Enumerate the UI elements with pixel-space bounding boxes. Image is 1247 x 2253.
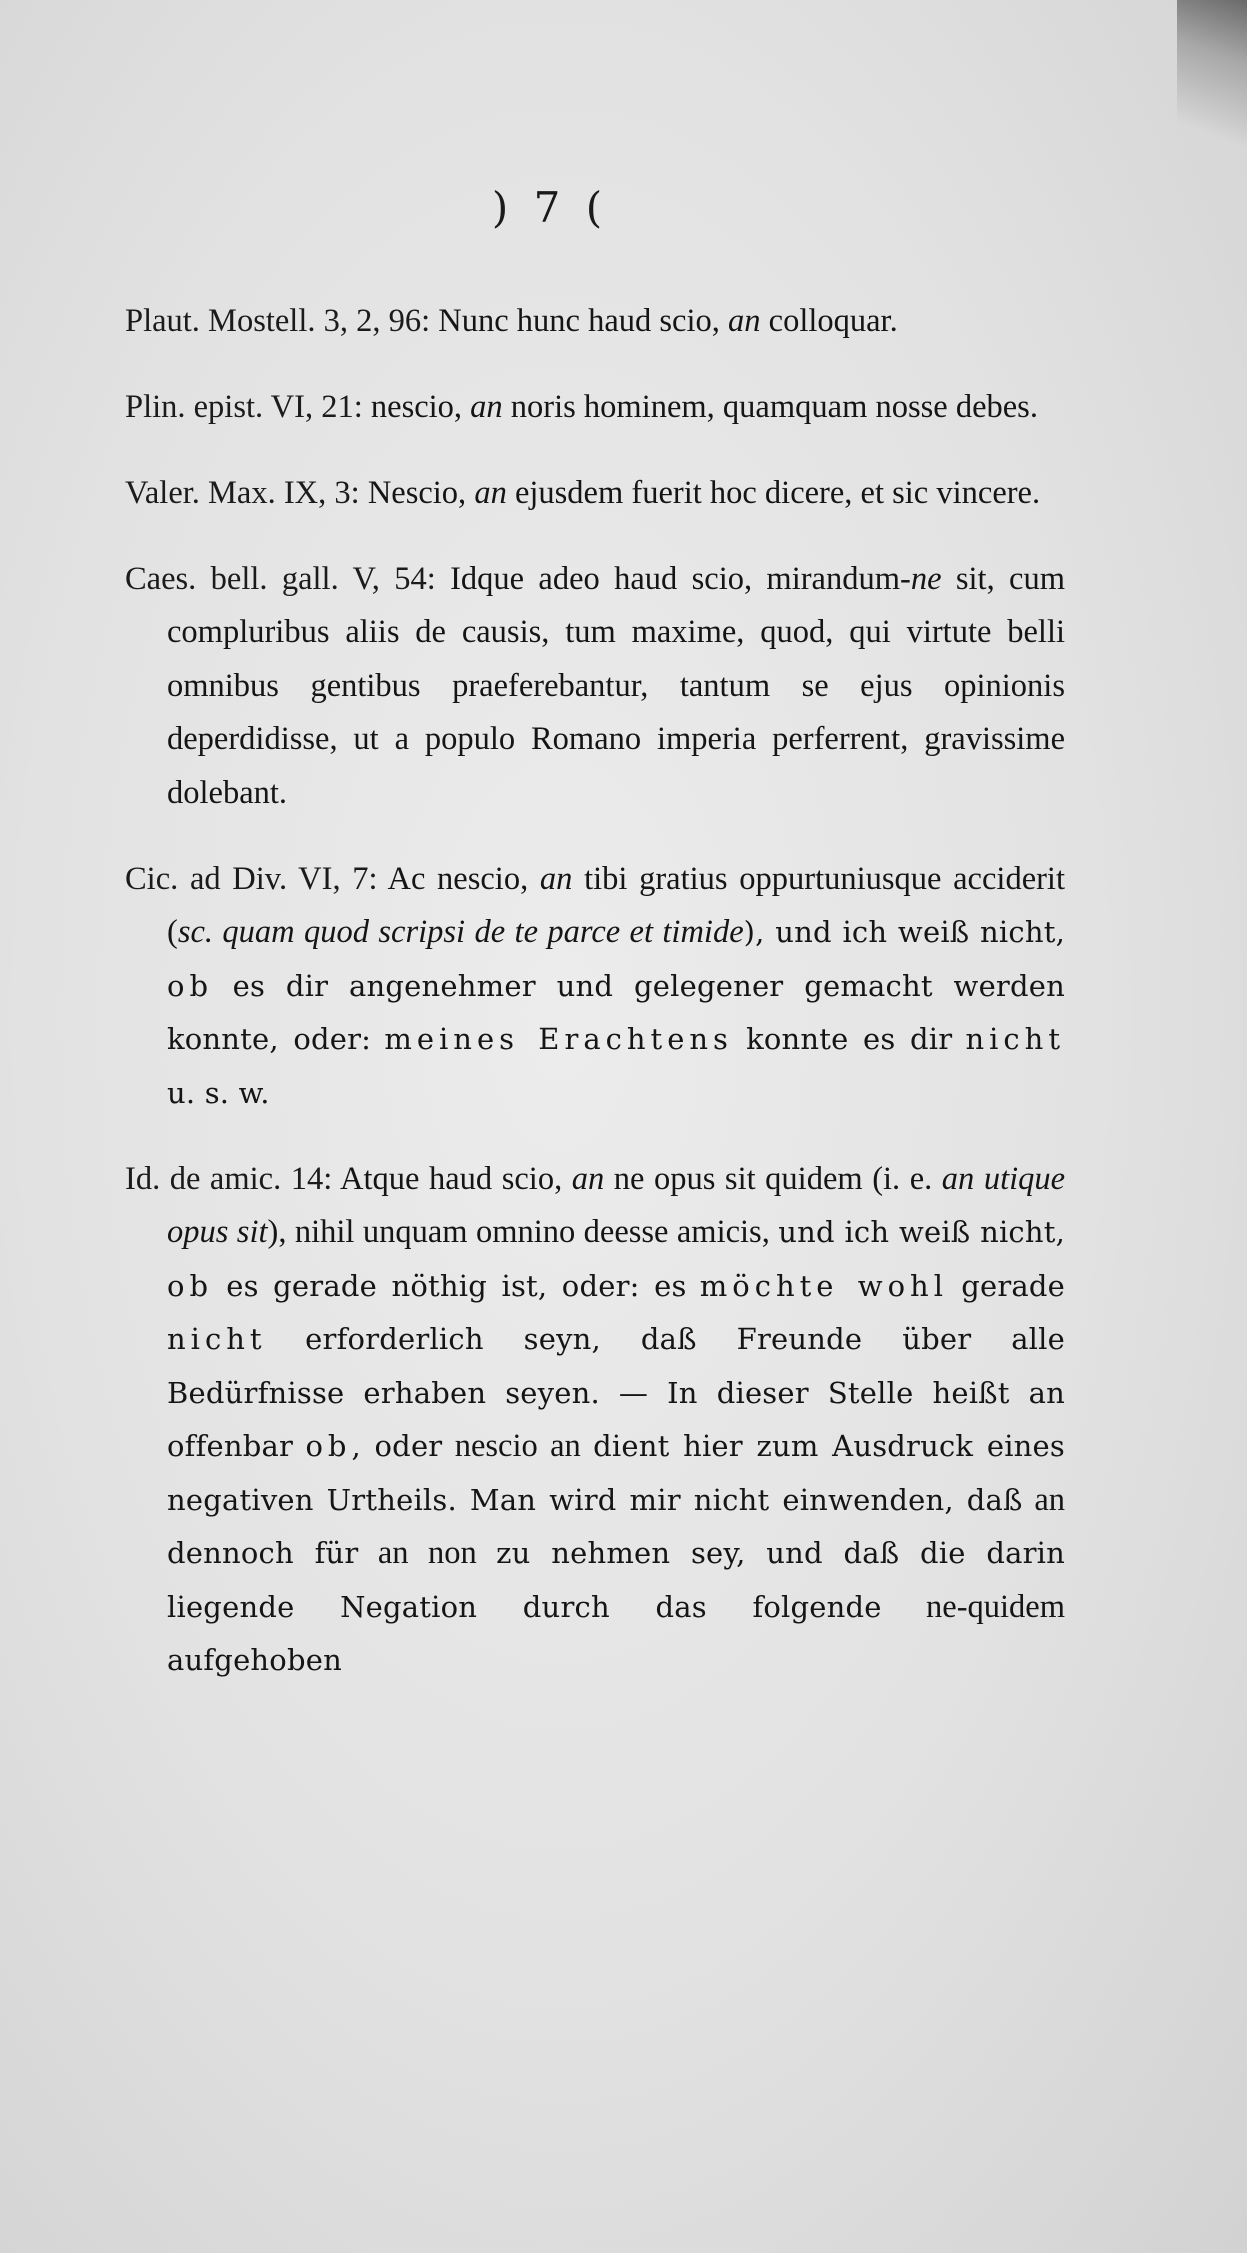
german-text: konnte es dir	[746, 1022, 953, 1056]
german-emphasis: möchte wohl	[699, 1268, 948, 1303]
german-text: gerade	[961, 1268, 1066, 1303]
latin-text: Nescio,	[367, 474, 467, 511]
citation-entry	[125, 553, 1065, 821]
citation-entry	[125, 381, 1065, 435]
citation-list	[125, 262, 1065, 1704]
latin-text: an	[1034, 1481, 1066, 1518]
latin-text: Nunc hunc haud scio,	[438, 302, 720, 339]
german-emphasis: nicht	[167, 1322, 267, 1356]
latin-text: Idque adeo haud scio, mirandum-	[450, 560, 911, 597]
italic-term: an	[539, 860, 573, 897]
citation-entry	[125, 1153, 1065, 1688]
latin-text: nescio,	[370, 388, 463, 425]
german-text: es gerade nöthig ist, oder: es	[226, 1268, 687, 1303]
german-emphasis: ob	[167, 968, 214, 1003]
latin-text: nescio an	[454, 1428, 581, 1464]
latin-text: ne-quidem	[926, 1588, 1065, 1625]
german-text: zu nehmen sey, und daß die darin liegende Negation durch das folgende	[167, 1536, 1066, 1624]
german-text: dient hier zum Ausdruck eines negativen Urtheils. Man wird mir nicht einwenden, daß	[167, 1429, 1065, 1517]
latin-text: an non	[377, 1535, 477, 1571]
citation-reference: Id. de amic. 14:	[125, 1160, 333, 1197]
citation-reference: Caes. bell. gall. V, 54:	[125, 560, 436, 597]
german-emphasis: ob	[167, 1268, 214, 1303]
latin-text: colloquar.	[768, 302, 898, 339]
latin-text: Atque haud scio,	[340, 1160, 563, 1197]
latin-text: tibi gratius oppurtuniusque acciderit (	[167, 860, 1065, 950]
italic-gloss: an utique opus sit	[167, 1160, 1066, 1250]
german-text: erforderlich seyn, daß Freunde über alle Bedürfnisse erhaben seyen. — In dieser Stelle heißt an offenbar	[167, 1322, 1065, 1463]
german-emphasis: ob	[305, 1429, 352, 1463]
citation-reference: Plaut. Mostell. 3, 2, 96:	[125, 302, 431, 339]
citation-reference: Cic. ad Div. VI, 7:	[125, 860, 378, 897]
italic-term: ne	[910, 560, 942, 597]
german-text: dennoch für	[167, 1536, 359, 1570]
italic-term: an	[474, 474, 507, 511]
german-text: es dir angenehmer und gelegener gemacht werden konnte, oder:	[167, 968, 1066, 1056]
german-text: , oder	[351, 1429, 443, 1463]
citation-entry	[125, 295, 1065, 349]
citation-reference: Valer. Max. IX, 3:	[125, 474, 360, 511]
italic-gloss: sc. quam quod scripsi de te parce et timide	[177, 914, 744, 950]
page-number: ) 7 (	[491, 183, 609, 232]
latin-text: ne opus sit quidem (i. e.	[613, 1160, 933, 1197]
latin-text: ejusdem fuerit hoc dicere, et sic vincere.	[514, 474, 1041, 511]
citation-entry	[125, 467, 1065, 521]
german-text: u. s. w.	[167, 1075, 270, 1110]
italic-term: an	[571, 1160, 605, 1197]
page-corner-shadow	[1177, 0, 1247, 160]
latin-text: ), nihil unquam omnino deesse amicis,	[267, 1214, 770, 1250]
italic-term: an	[728, 302, 761, 339]
latin-text: sit, cum compluribus aliis de causis, tum maxime, quod, qui virtute belli omnibus gentibus praeferebantur, tantum se ejus opinionis deperdidisse, ut a populo Romano imperia perferrent, gravissime dolebant.	[167, 560, 1065, 811]
german-text: und ich weiß nicht,	[778, 1215, 1066, 1249]
german-emphasis: meines Erachtens	[384, 1022, 733, 1056]
german-emphasis: nicht	[965, 1022, 1065, 1056]
german-text: aufgehoben	[167, 1643, 342, 1677]
citation-entry	[125, 853, 1065, 1121]
latin-text: Ac nescio,	[387, 860, 529, 897]
latin-text: noris hominem, quamquam nosse debes.	[510, 388, 1038, 425]
german-text: ), und ich weiß nicht,	[743, 915, 1065, 949]
citation-reference: Plin. epist. VI, 21:	[125, 388, 363, 425]
italic-term: an	[470, 388, 503, 425]
